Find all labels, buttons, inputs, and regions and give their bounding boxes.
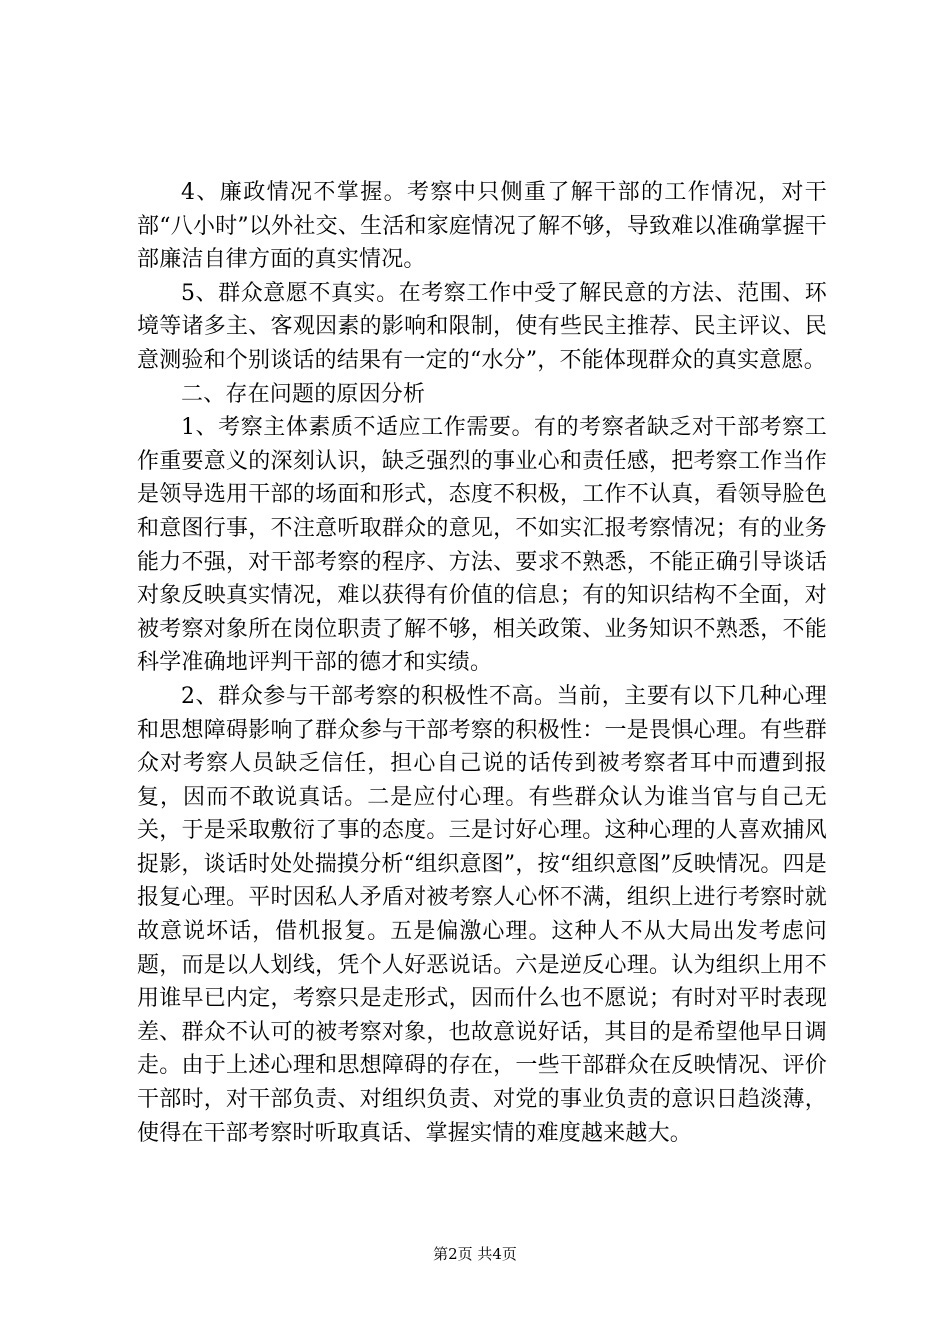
paragraph-inspector-quality: 1、考察主体素质不适应工作需要。有的考察者缺乏对干部考察工作重要意义的深刻认识，缺乏强烈的事业心和责任感，把考察工作当作是领导选用干部的场面和形式，态度不积极，工作不认真，看领导脸色和意图行事，不注意听取群众的意见，不如实汇报考察情况；有的业务能力不强，对干部考察的程序、方法、要求不熟悉，不能正确引导谈话对象反映真实情况，难以获得有价值的信息；有的知识结构不全面，对被考察对象所在岗位职责了解不够，相关政策、业务知识不熟悉，不能科学准确地评判干部的德才和实绩。 — [137, 415, 827, 676]
section-heading-cause-analysis: 二、存在问题的原因分析 — [181, 381, 426, 407]
page-number-footer: 第2页 共4页 — [433, 1245, 517, 1263]
document-body — [137, 176, 827, 1150]
paragraph-public-participation: 2、群众参与干部考察的积极性不高。当前，主要有以下几种心理和思想障碍影响了群众参与干部考察的积极性：一是畏惧心理。有些群众对考察人员缺乏信任，担心自己说的话传到被考察者耳中而遭到报复，因而不敢说真话。二是应付心理。有些群众认为谁当官与自己无关，于是采取敷衍了事的态度。三是讨好心理。这种心理的人喜欢捕风捉影，谈话时处处揣摸分析“组织意图”，按“组织意图”反映情况。四是报复心理。平时因私人矛盾对被考察人心怀不满，组织上进行考察时就故意说坏话，借机报复。五是偏激心理。这种人不从大局出发考虑问题，而是以人划线，凭个人好恶说话。六是逆反心理。认为组织上用不用谁早已内定，考察只是走形式，因而什么也不愿说；有时对平时表现差、群众不认可的被考察对象，也故意说好话，其目的是希望他早日调走。由于上述心理和思想障碍的存在，一些干部群众在反映情况、评价干部时，对干部负责、对组织负责、对党的事业负责的意识日趋淡薄，使得在干部考察时听取真话、掌握实情的难度越来越大。 — [137, 683, 827, 1146]
paragraph-integrity-situation: 4、廉政情况不掌握。考察中只侧重了解干部的工作情况，对干部“八小时”以外社交、生活和家庭情况了解不够，导致难以准确掌握干部廉洁自律方面的真实情况。 — [137, 180, 827, 273]
paragraph-public-will: 5、群众意愿不真实。在考察工作中受了解民意的方法、范围、环境等诸多主、客观因素的影响和限制，使有些民主推荐、民主评议、民意测验和个别谈话的结果有一定的“水分”，不能体现群众的真实意愿。 — [137, 280, 827, 373]
